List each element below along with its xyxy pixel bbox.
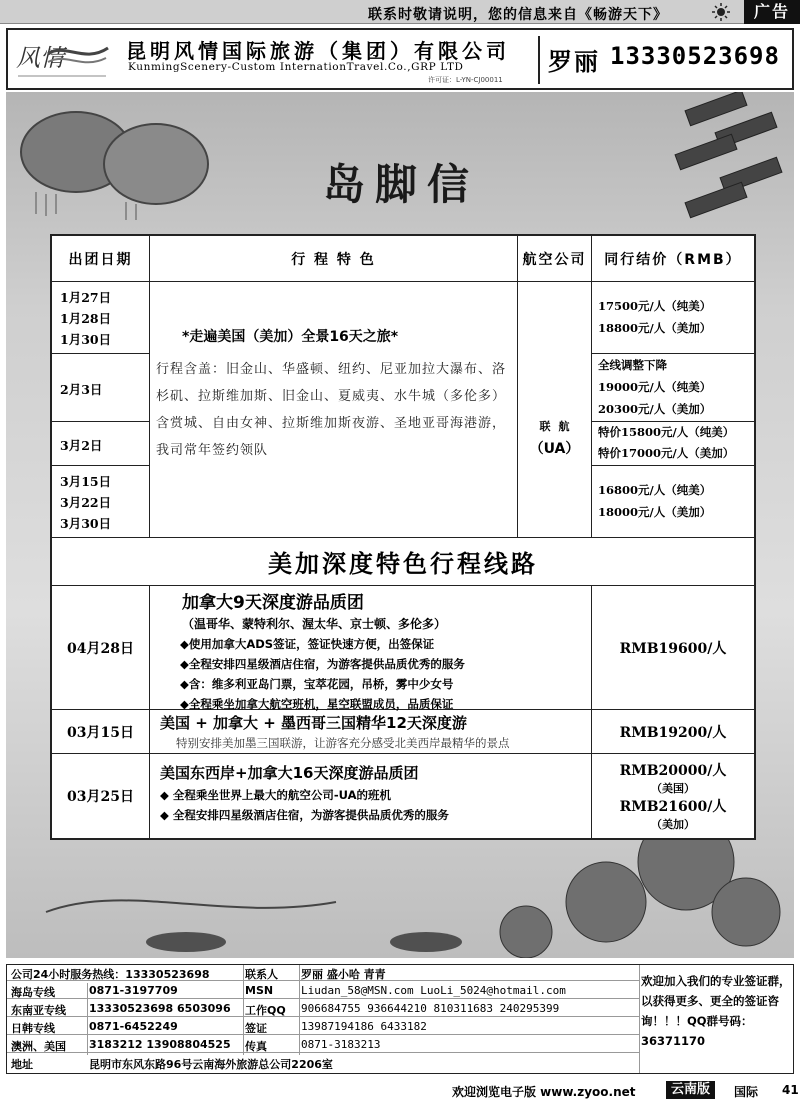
trip-row: [52, 754, 754, 838]
airline-code: （UA）: [529, 441, 580, 457]
footer-value: 906684755 936644210 810311683 240295399: [301, 1002, 560, 1015]
footer-key: 工作QQ: [245, 1004, 286, 1017]
footer-key: 传真: [245, 1040, 267, 1053]
hotline: 公司24小时服务热线：13330523698: [11, 968, 210, 981]
date-item: 3月2日: [60, 438, 103, 453]
trip-date: 03月25日: [52, 754, 150, 838]
price-group-3: [592, 422, 754, 466]
date-item: 1月30日: [60, 332, 112, 347]
trip-title: 加拿大9天深度游品质团: [182, 593, 364, 613]
page-number: 41: [782, 1083, 799, 1097]
airline-name: 联航: [539, 420, 578, 433]
contact-name: 罗丽: [548, 48, 600, 76]
contact-footer: [6, 964, 794, 1074]
trip-bullet: ◆ 全程安排四星级酒店住宿，为游客提供品质优秀的服务: [160, 808, 449, 822]
company-header: [6, 28, 794, 90]
trip-subtitle: （温哥华、蒙特利尔、渥太华、京士顿、多伦多）: [182, 617, 447, 631]
footer-label-value: 13330523698 6503096: [89, 1002, 231, 1015]
trip-bullet: ◆全程安排四星级酒店住宿，为游客提供品质优秀的服务: [180, 657, 465, 671]
svg-text:风情: 风情: [16, 44, 64, 72]
price-item: RMB19600/人: [619, 640, 727, 657]
ad-tag: 广告: [744, 0, 800, 24]
date-column: [52, 282, 150, 537]
trip-bullet: ◆使用加拿大ADS签证，签证快速方便，出签保证: [180, 637, 435, 651]
trip-row: [52, 710, 754, 754]
sun-icon: [708, 3, 734, 21]
date-item: 2月3日: [60, 382, 103, 397]
date-item: 3月30日: [60, 516, 112, 531]
price-group-1: [592, 282, 754, 354]
footer-key: MSN: [245, 984, 274, 997]
address: 昆明市东风东路96号云南海外旅游总公司2206室: [89, 1058, 333, 1071]
trip-price: [592, 586, 754, 709]
itinerary-title: *走遍美国（美加）全景16天之旅*: [182, 329, 399, 345]
company-logo: [14, 36, 110, 84]
footer-label: 日韩专线: [11, 1022, 55, 1035]
price-group-4: [592, 466, 754, 538]
price-item: RMB20000/人: [619, 763, 727, 779]
price-item: 17500元/人（纯美）: [598, 299, 712, 313]
page-title-block: [296, 148, 506, 208]
footer-label: 海岛专线: [11, 986, 55, 999]
footer-row: [7, 1055, 639, 1071]
trip-bullet: ◆含：维多利亚岛门票，宝萃花园，吊桥，雾中少女号: [180, 677, 454, 691]
trip-date: 04月28日: [52, 586, 150, 709]
trip-date: 03月15日: [52, 710, 150, 753]
footer-label: 东南亚专线: [11, 1004, 66, 1017]
footer-label-value: 0871-3197709: [89, 984, 178, 997]
footer-key: 联系人: [245, 968, 278, 981]
itinerary-text: [156, 326, 511, 464]
region-tag: 云南版: [666, 1081, 715, 1099]
main-itinerary-row: [52, 282, 754, 538]
footer-label-value: 3183212 13908804525: [89, 1038, 231, 1051]
trip-description: [150, 586, 592, 709]
price-item: 16800元/人（纯美）: [598, 483, 712, 497]
footer-value: 13987194186 6433182: [301, 1020, 427, 1033]
company-name-cn: 昆明风情国际旅游（集团）有限公司: [126, 39, 510, 63]
qq-group-notice: 欢迎加入我们的专业签证群，以获得更多、更全的签证咨询！！！QQ群号码：36371170: [641, 974, 791, 1048]
price-item: 18000元/人（美加）: [598, 505, 712, 519]
date-item: 3月22日: [60, 495, 112, 510]
price-item: 特价15800元/人（纯美）: [598, 425, 735, 439]
price-item: 18800元/人（美加）: [598, 321, 712, 335]
section-heading: 美加深度特色行程线路: [52, 538, 754, 586]
tour-schedule-table: [50, 234, 756, 840]
footer-label: 地址: [11, 1058, 33, 1071]
footer-label-value: 0871-6452249: [89, 1020, 178, 1033]
footer-label: 澳洲、美国: [11, 1040, 66, 1053]
airline-info: [518, 418, 591, 458]
website-notice[interactable]: 欢迎浏览电子版 www.zyoo.net: [452, 1085, 636, 1099]
lantern-decoration: [16, 102, 216, 222]
trip-row: [52, 586, 754, 710]
date-group-1: [52, 282, 149, 354]
company-name-en: KunmingScenery-Custom InternationTravel.Co.,GRP LTD: [128, 61, 464, 73]
footer-value: 罗丽 盛小哈 青青: [301, 968, 386, 981]
main-content-area: [6, 92, 794, 958]
table-header-row: [52, 236, 754, 282]
trip-description: [150, 710, 592, 753]
itinerary-body: 行程含盖：旧金山、华盛顿、纽约、尼亚加拉大瀑布、洛杉矶、拉斯维加斯、旧金山、夏威夷、水牛城（多伦多）含赏城、自由女神、拉斯维加斯夜游、圣地亚哥海港游，我司常年签约领队: [156, 362, 507, 458]
price-note: （美国）: [651, 782, 695, 795]
date-item: 3月15日: [60, 474, 112, 489]
contact-phone: 13330523698: [610, 42, 780, 70]
license-number: 许可证：L-YN-CJ00011: [428, 76, 503, 84]
price-item: 全线调整下降: [598, 358, 667, 372]
itinerary-column: [150, 282, 518, 537]
trip-title: 美国东西岸+加拿大16天深度游品质团: [160, 764, 419, 782]
date-group-2: [52, 354, 149, 422]
price-item: RMB19200/人: [619, 724, 727, 741]
price-item: 20300元/人（美加）: [598, 402, 712, 416]
price-item: 19000元/人（纯美）: [598, 380, 712, 394]
footer-divider: [639, 965, 640, 1073]
date-group-3: [52, 422, 149, 466]
page-footer-bar: [0, 1080, 800, 1100]
header-itinerary: 行 程 特 色: [150, 236, 518, 281]
date-group-4: [52, 466, 149, 538]
trip-title: 美国 + 加拿大 + 墨西哥三国精华12天深度游: [160, 714, 467, 732]
price-column: [592, 282, 754, 537]
footer-row: [7, 1037, 639, 1053]
page-title: 岛脚信: [322, 160, 479, 209]
price-note: （美加）: [651, 818, 695, 831]
price-group-2: [592, 354, 754, 422]
section-label: 国际: [734, 1085, 759, 1099]
footer-row: [7, 1001, 639, 1017]
header-airline: 航空公司: [518, 236, 592, 281]
date-item: 1月27日: [60, 290, 112, 305]
footer-key: 签证: [245, 1022, 267, 1035]
footer-value: Liudan_58@MSN.com LuoLi_5024@hotmail.com: [301, 984, 566, 997]
price-item: 特价17000元/人（美加）: [598, 446, 735, 460]
price-item: RMB21600/人: [619, 799, 727, 815]
firecracker-decoration: [666, 92, 794, 232]
footer-row: [7, 965, 639, 981]
top-notice-strip: [0, 0, 800, 24]
footer-row: [7, 983, 639, 999]
airline-column: [518, 282, 592, 537]
footer-value: 0871-3183213: [301, 1038, 381, 1051]
trip-bullet: ◆全程乘坐加拿大航空班机，星空联盟成员，品质保证: [180, 697, 454, 711]
trip-description: [150, 754, 592, 838]
source-notice: 联系时敬请说明，您的信息来自《畅游天下》: [368, 7, 668, 23]
trip-price: [592, 710, 754, 753]
trip-note: 特别安排美加墨三国联游，让游客充分感受北美西岸最精华的景点: [176, 736, 510, 750]
trip-bullet: ◆ 全程乘坐世界上最大的航空公司-UA的班机: [160, 788, 392, 802]
date-item: 1月28日: [60, 311, 112, 326]
footer-row: [7, 1019, 639, 1035]
header-price: 同行结价（RMB）: [604, 251, 742, 268]
trip-price: [592, 754, 754, 838]
header-departure-date: 出团日期: [52, 236, 150, 281]
header-divider: [538, 36, 540, 84]
